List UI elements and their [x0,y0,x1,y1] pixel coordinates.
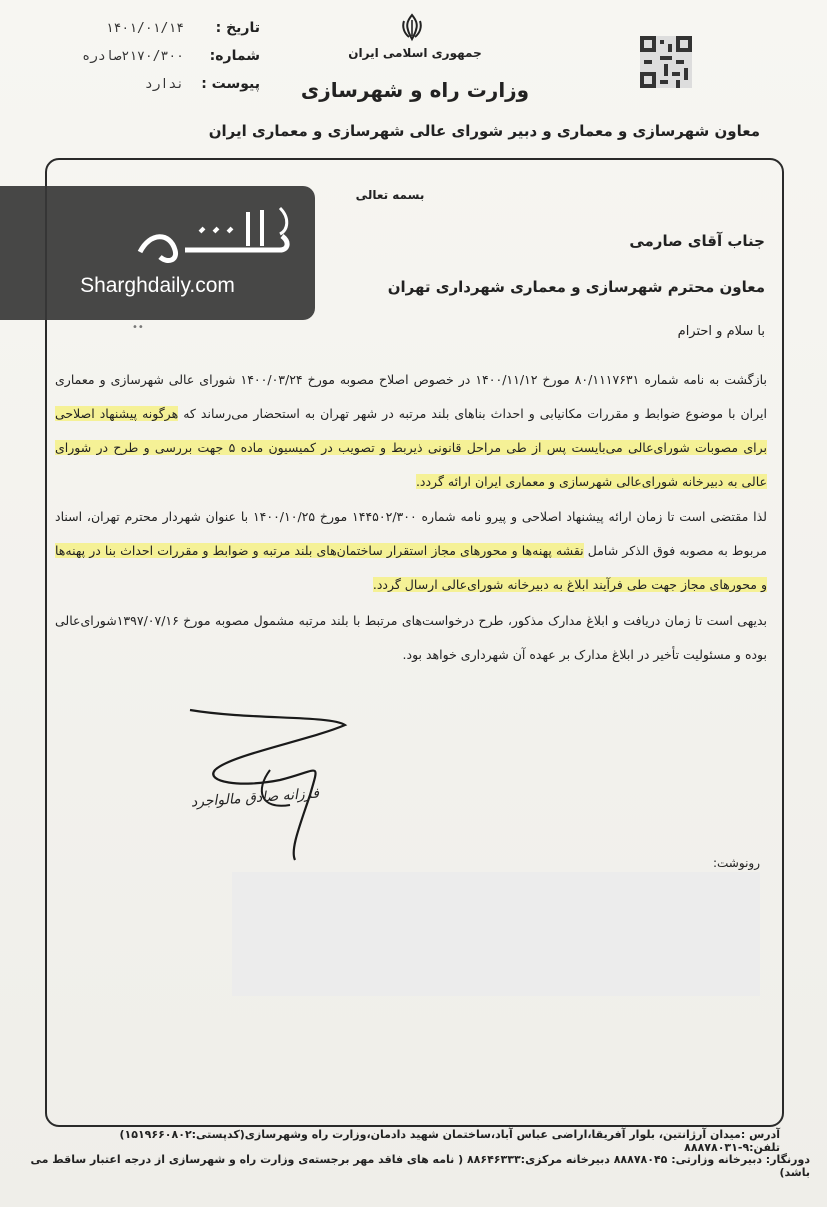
scan-dots: •• [132,322,144,333]
number-value: ۲۱۷۰/۳۰۰صادره [82,48,184,64]
watermark-site: Sharghdaily.com [80,274,235,297]
paragraph-1-highlight: هرگونه پیشنهاد اصلاحی برای مصوبات شورای‌عالی می‌بایست پس از طی مراحل قانونی ذیربط و تصویب در کمیسیون ماده ۵ جهت بررسی و طرح در شورای عالی به دبیرخانه شورای‌عالی شهرسازی و معماری ایران ارائه گردد. [55,406,768,489]
attachment-value: ندارد [144,76,184,92]
paragraph-3: بدیهی است تا زمان دریافت و ابلاغ مدارک مذکور، طرح درخواست‌های مرتبط با بلند مرتبه مشمول مصوبه مورخ ۱۳۹۷/۰۷/۱۶شورای‌عالی بوده و مسئولیت تأخیر در ابلاغ مدارک بر عهده آن شهرداری خواهد بود. [55,613,767,662]
paragraph-2 [55,500,767,602]
greeting: با سلام و احترام [677,324,765,339]
letter-meta [40,14,260,98]
ministry-name: وزارت راه و شهرسازی [300,78,530,102]
signatory-name: فرزانه صادق مالواجرد [190,785,320,811]
government-name: جمهوری اسلامی ایران [348,46,482,60]
paragraph-1 [55,363,767,499]
paragraph-1-text: بازگشت به نامه شماره ۸۰/۱۱۱۷۶۳۱ مورخ ۱۴۰۰/۱۱/۱۲ در خصوص اصلاح مصوبه مورخ ۱۴۰۰/۰۳/۲۴ شورای عالی شهرسازی و معماری ایران با موضوع ضوابط و مقررات مکانیابی و احداث بناهای بلند مرتبه در شهر تهران به استحضار می‌رساند که [55,372,768,421]
cc-label: رونوشت: [712,856,760,870]
besmellah: بسمه تعالی [355,188,425,202]
attachment-row [40,70,260,98]
footer-fax: دورنگار: دبیرخانه وزارتی: ۸۸۸۷۸۰۴۵ دبیرخانه مرکزی:۸۸۶۴۶۳۳۳ ( نامه های فاقد مهر برجسته‌ی وزارت راه و شهرسازی از درجه اعتبار ساقط می باشد) [30,1153,810,1179]
number-label: شماره: [209,48,260,64]
deputy-title: معاون شهرسازی و معماری و دبیر شورای عالی شهرسازی و معماری ایران [208,122,760,140]
redacted-area [232,872,760,996]
qr-code-icon [640,36,692,88]
recipient-name: جناب آقای صارمی [629,232,765,250]
footer-address: آدرس :میدان آرژانتین، بلوار آفریقا،اراضی عباس آباد،ساختمان شهید دادمان،وزارت راه وشهرسازی(کدپستی:۱۵۱۹۶۶۰۸۰۲) تلفن:۹-۸۸۸۷۸۰۳۱ [119,1128,780,1154]
shargh-logo-icon [130,202,300,266]
iran-emblem-icon [397,12,427,42]
date-value: ۱۴۰۱/۰۱/۱۴ [105,20,184,36]
date-row [40,14,260,42]
paragraph-2-text: لذا مقتضی است تا زمان ارائه پیشنهاد اصلاحی و پیرو نامه شماره ۱۴۴۵۰۲/۳۰۰ مورخ ۱۴۰۰/۱۰/۲۵ با عنوان شهردار محترم تهران، اسناد مربوط به مصوبه فوق الذکر شامل [55,509,767,558]
recipient-title: معاون محترم شهرسازی و معماری شهرداری تهران [387,278,765,296]
number-row [40,42,260,70]
signature-icon [170,700,370,870]
attachment-label: پیوست : [201,76,260,92]
paragraph-2-highlight: نقشه پهنه‌ها و محورهای مجاز استقرار ساختمان‌های بلند مرتبه و ضوابط و مقررات احداث بنا در پهنه‌ها و محورهای مجاز جهت طی فرآیند ابلاغ به دبیرخانه شورای‌عالی ارسال گردد. [55,543,767,592]
watermark-logo [0,186,315,320]
date-label: تاریخ : [215,20,260,36]
